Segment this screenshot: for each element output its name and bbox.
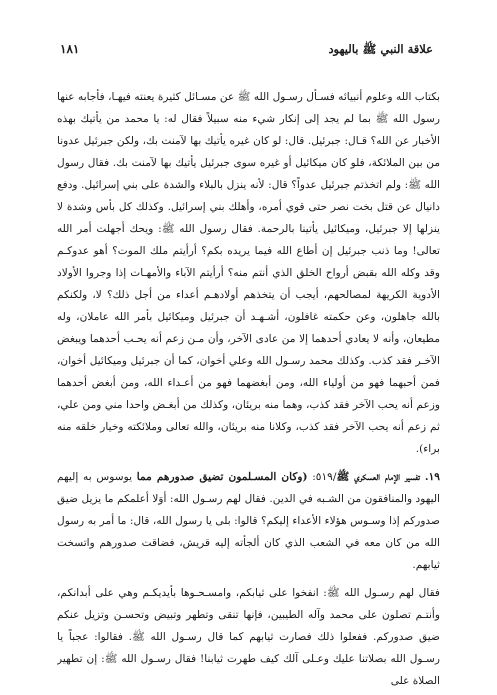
paragraph-3: فقال لهم رسـول الله ﷺ: انفخوا على ثيابكم، وامسـحـوها بأيديكـم وهي على أبدانكم، وأنتـم تصلون على محمد وآله الطيبين، فإنها تنقى وتطهر وتبيض وتحسـن وتزيل عنكم ضيق صدوركم. ففعلوا ذلك فصارت ثيابهم كما قال رسـول الله ﷺ. فقالوا: عجباً يا رسـول الله بصلاتنا عليك وعـلى آلك كيف طهرت ثيابنا! فقال رسـول الله ﷺ: إن تطهير الصلاة على	[57, 587, 440, 687]
section-heading: تفسير الإمام العسكري ﷺ	[336, 471, 420, 483]
section-text: يوسوس به إليهم اليهود والمنافقون من الشـبه في الدين. فقال لهم رسـول الله: أوَلا أعلمكم ما يزيل ضيق صدوركم إذا وسـوس هؤلاء الأعداء إليكم؟ قالوا: بلى يا رسول الله، قال: ما أمر به رسول الله من كان معه في الشعب الذي كان ألجأته إليه قريش، فضاقت صدورهم واتسخت ثيابهم.	[57, 471, 440, 571]
page-header	[60, 40, 433, 62]
page-body	[57, 86, 440, 692]
paragraph-1: بكتاب الله وعلوم أنبيائه فسـأل رسـول الله ﷺ عن مسـائل كثيرة يعنته فيهـا، فأجابه عنها رسول الله ﷺ بما لم يجد إلى إنكار شيء منه سبيلاً فقال له: يا محمد من يأتيك بهذه الأخبار عن الله؟ قـال: جبرئيل. قال: لو كان غيره يأتيك بها لآمنت بك، ولكن جبرئيل عدونا من بين الملائكة، فلو كان ميكائيل أو غيره سوى جبرئيل يأتيك بها لآمنت بك. فقال رسول الله ﷺ: ولم اتخذتم جبرئيل عدواً؟ قال: لأنه ينزل بالبلاء والشدة على بني إسرائيل. ودفع دانيال عن قتل بخت نصر حتى قوي أمره، وأهلك بني إسرائيل. وكذلك كل بأس وشدة لا ينزلها إلا جبرئيل، وميكائيل يأتينا بالرحمة. فقال رسول الله ﷺ: ويحك أجهلت أمر الله تعالى! وما ذنب جبرئيل إن أطاع الله فيما يريده بكم؟ أرأيتم ملك الموت؟ أهو عدوكـم وقد وكله الله بقبض أرواح الخلق الذي أنتم منه؟ أرأيتم الآباء والأمهـات إذا وجروا الأولاد الأدوية الكريهة لمصالحهم، أيجب أن يتخذهم أولادهـم أعداء من أجل ذلك؟ لا، ولكنكم بالله جاهلون، وعن حكمته غافلون، أشـهـد أن جبرئيل وميكائيل بأمر الله عاملان، وله مطيعان، وأنه لا يعادي أحدهما إلا من عادى الآخر، وأن مـن زعم أنه يحـب أحدهما ويبغض الآخـر فقد كذب. وكذلك محمد رسـول الله وعلي أخوان، كما أن جبرئيل وميكائيل أخوان، فمن أحبهما فهو من أولياء الله، ومن أبغضهما فهو من أعـداء الله، ومن أبغض أحدهما وزعم أنه يحب الآخر فقد كذب، وهما منه بريئان، وكذلك من أبغـض واحدا مني ومن علي، ثم زعم أنه يحب الآخر فقد كذب، وكلانا منه بريئان، والله تعالى وملائكته وخيار خلقه منه براء).	[57, 91, 440, 455]
section-verse: (وكان المسـلمون تضيق صدورهم مما	[136, 471, 308, 483]
section-number: ١٩.	[419, 471, 440, 483]
running-title: علاقة النبي ﷺ باليهود	[328, 42, 433, 56]
section-source-ref: /٥١٩:	[307, 471, 337, 483]
paragraph-section-19	[57, 466, 440, 576]
page-number: ١٨١	[60, 42, 80, 56]
